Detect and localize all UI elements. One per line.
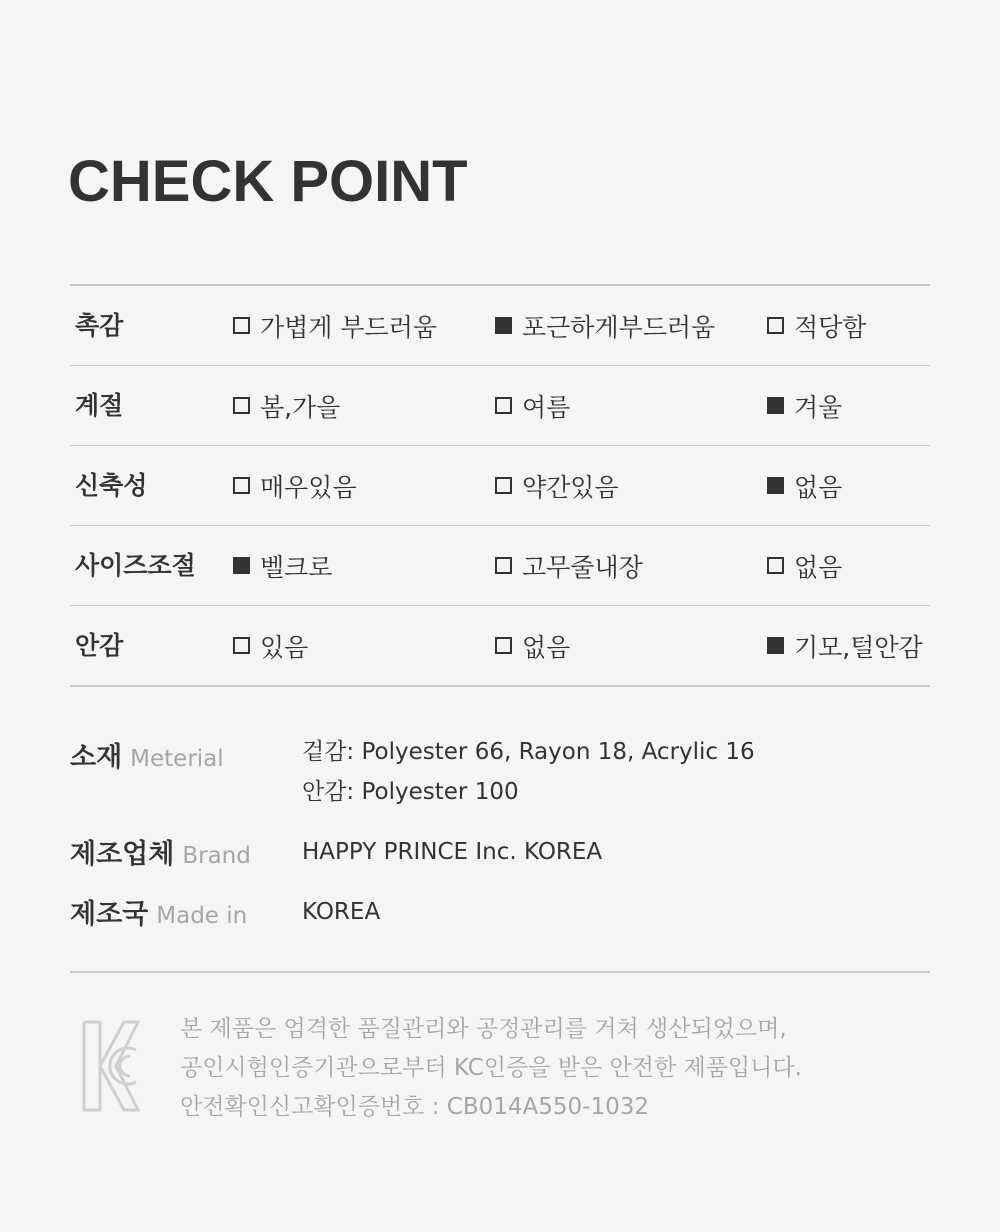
empty-box-icon [233, 477, 250, 494]
spec-origin-label-en: Made in [156, 903, 248, 929]
checkpoint-option-label: 약간있음 [522, 472, 619, 502]
checkpoint-option [233, 286, 437, 365]
checkpoint-row [70, 606, 930, 687]
checkpoint-table [70, 284, 930, 687]
spec-material-outer: 겉감: Polyester 66, Rayon 18, Acrylic 16 [302, 739, 755, 765]
certification-line: 본 제품은 엄격한 품질관리와 공정관리를 거쳐 생산되었으며, [180, 1016, 787, 1042]
spec-manufacturer-label-en: Brand [182, 843, 251, 869]
empty-box-icon [233, 317, 250, 334]
checkpoint-option-label: 없음 [522, 632, 571, 662]
checked-box-icon [495, 317, 512, 334]
empty-box-icon [495, 477, 512, 494]
page-title: CHECK POINT [68, 149, 468, 214]
checkpoint-row-label: 계절 [75, 391, 124, 420]
checkpoint-option [233, 446, 357, 525]
checkpoint-option-label: 고무줄내장 [522, 552, 643, 582]
checkpoint-option [495, 286, 715, 365]
checkpoint-option [495, 366, 570, 445]
checkpoint-option-label: 적당함 [794, 312, 867, 342]
empty-box-icon [767, 317, 784, 334]
checkpoint-option [495, 606, 570, 685]
checkpoint-option-label: 매우있음 [260, 472, 357, 502]
checkpoint-option [767, 526, 842, 605]
checkpoint-option-label: 봄,가을 [260, 392, 341, 422]
certification-notice [180, 1010, 802, 1127]
checkpoint-row-label: 사이즈조절 [75, 551, 196, 580]
empty-box-icon [495, 637, 512, 654]
empty-box-icon [767, 557, 784, 574]
spec-manufacturer-label: 제조업체 [70, 839, 175, 870]
empty-box-icon [495, 397, 512, 414]
checkpoint-option-label: 벨크로 [260, 552, 333, 582]
empty-box-icon [233, 397, 250, 414]
checkpoint-option-label: 있음 [260, 632, 309, 662]
empty-box-icon [233, 637, 250, 654]
checkpoint-row [70, 366, 930, 446]
checkpoint-option [233, 606, 308, 685]
checkpoint-option [495, 526, 643, 605]
checkpoint-option [767, 366, 842, 445]
checkpoint-row-label: 신축성 [75, 471, 148, 500]
checkpoint-row [70, 526, 930, 606]
checkpoint-option [495, 446, 619, 525]
spec-origin-value: KOREA [302, 899, 381, 925]
checkpoint-option [767, 446, 842, 525]
checkpoint-option-label: 없음 [794, 472, 843, 502]
checkpoint-option-label: 포근하게부드러움 [522, 312, 716, 342]
spec-origin-label: 제조국 [70, 899, 149, 930]
checkpoint-row-label: 촉감 [75, 311, 124, 340]
checkpoint-row [70, 286, 930, 366]
spec-material-lining: 안감: Polyester 100 [302, 779, 519, 805]
spec-material-label: 소재 [70, 742, 123, 773]
checkpoint-option-label: 기모,털안감 [794, 632, 923, 662]
checkpoint-row [70, 446, 930, 526]
checkpoint-option [767, 286, 866, 365]
checkpoint-option [233, 366, 340, 445]
checkpoint-row-label: 안감 [75, 631, 124, 660]
section-divider [70, 971, 930, 973]
spec-manufacturer-value: HAPPY PRINCE Inc. KOREA [302, 839, 603, 865]
certification-line: 공인시험인증기관으로부터 KC인증을 받은 안전한 제품입니다. [180, 1055, 802, 1081]
checkpoint-option-label: 없음 [794, 552, 843, 582]
checked-box-icon [233, 557, 250, 574]
checkpoint-option [233, 526, 332, 605]
spec-material-label-en: Meterial [130, 746, 224, 772]
checkpoint-option-label: 여름 [522, 392, 571, 422]
checkpoint-option-label: 가볍게 부드러움 [260, 312, 437, 342]
kc-mark-icon [82, 1020, 140, 1112]
empty-box-icon [495, 557, 512, 574]
certification-number: 안전확인신고확인증번호 : CB014A550-1032 [180, 1094, 649, 1120]
checked-box-icon [767, 637, 784, 654]
checked-box-icon [767, 477, 784, 494]
checkpoint-option [767, 606, 923, 685]
checked-box-icon [767, 397, 784, 414]
checkpoint-option-label: 겨울 [794, 392, 843, 422]
